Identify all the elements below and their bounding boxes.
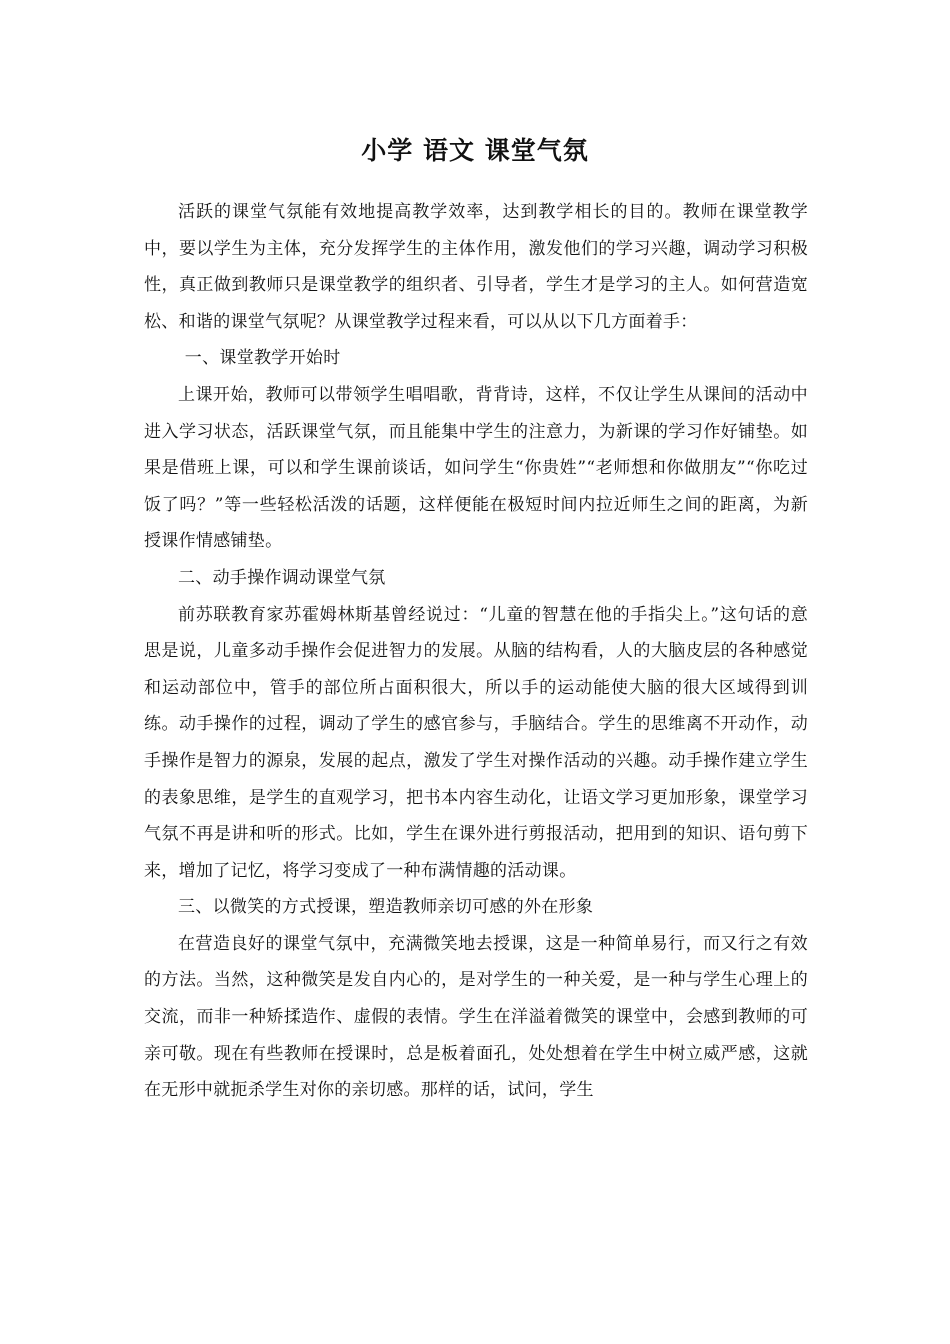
document-body (144, 194, 808, 1109)
section-2-paragraph: 前苏联教育家苏霍姆林斯基曾经说过：“儿童的智慧在他的手指尖上。”这句话的意思是说，儿童多动手操作会促进智力的发展。从脑的结构看，人的大脑皮层的各种感觉和运动部位中，管手的部位所占面积很大，所以手的运动能使大脑的很大区域得到训练。动手操作的过程，调动了学生的感官参与，手脑结合。学生的思维离不开动作，动手操作是智力的源泉，发展的起点，激发了学生对操作活动的兴趣。动手操作建立学生的表象思维，是学生的直观学习，把书本内容生动化，让语文学习更加形象，课堂学习气氛不再是讲和听的形式。比如，学生在课外进行剪报活动，把用到的知识、语句剪下来，增加了记忆，将学习变成了一种布满情趣的活动课。 (144, 604, 808, 881)
section-1-paragraph: 上课开始，教师可以带领学生唱唱歌，背背诗，这样，不仅让学生从课间的活动中进入学习状态，活跃课堂气氛，而且能集中学生的注意力，为新课的学习作好铺垫。如果是借班上课，可以和学生课前谈话，如问学生“你贵姓”“老师想和你做朋友”“你吃过饭了吗？”等一些轻松活泼的话题，这样便能在极短时间内拉近师生之间的距离，为新授课作情感铺垫。 (144, 384, 808, 552)
document-title: 小学 语文 课堂气氛 (361, 136, 589, 165)
section-3-paragraph: 在营造良好的课堂气氛中，充满微笑地去授课，这是一种简单易行，而又行之有效的方法。当然，这种微笑是发自内心的，是对学生的一种关爱，是一种与学生心理上的交流，而非一种矫揉造作、虚假的表情。学生在洋溢着微笑的课堂中，会感到教师的可亲可敬。现在有些教师在授课时，总是板着面孔，处处想着在学生中树立威严感，这就在无形中就扼杀学生对你的亲切感。那样的话，试问，学生 (144, 933, 808, 1101)
section-heading-1: 一、课堂教学开始时 (184, 348, 341, 369)
section-heading-2: 二、动手操作调动课堂气氛 (178, 567, 386, 588)
section-heading-3: 三、以微笑的方式授课，塑造教师亲切可感的外在形象 (178, 897, 594, 918)
intro-paragraph: 活跃的课堂气氛能有效地提高教学效率，达到教学相长的目的。教师在课堂教学中，要以学生为主体，充分发挥学生的主体作用，激发他们的学习兴趣，调动学习积极性，真正做到教师只是课堂教学的组织者、引导者，学生才是学习的主人。如何营造宽松、和谐的课堂气氛呢？从课堂教学过程来看，可以从以下几方面着手： (144, 202, 808, 332)
